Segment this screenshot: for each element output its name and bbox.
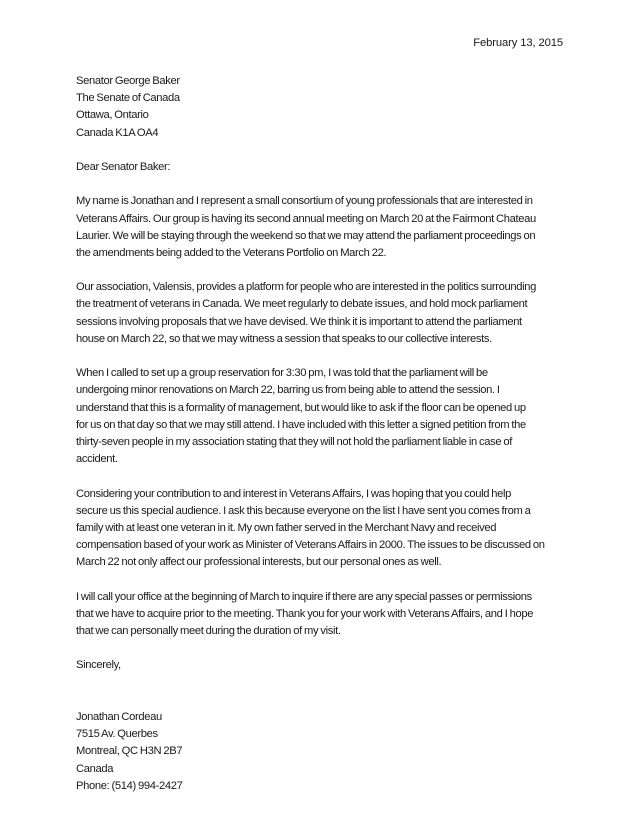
paragraph-line: the treatment of veterans in Canada. We meet regularly to debate issues, and hold mock parliament [76, 298, 528, 311]
paragraph-5 [76, 589, 570, 641]
paragraph-line: that we can personally meet during the duration of my visit. [76, 625, 341, 637]
paragraph-line: the amendments being added to the Veterans Portfolio on March 22. [76, 246, 387, 259]
paragraph-line: family with at least one veteran in it. My own father served in the Merchant Navy and received [76, 521, 497, 534]
sender-line: Phone: (514) 994-2427 [76, 779, 183, 792]
paragraph-line: March 22 not only affect our professional interests, but our personal ones as well. [76, 556, 442, 569]
recipient-line: Senator George Baker [76, 75, 180, 87]
paragraph-line: Veterans Affairs. Our group is having its second annual meeting on March 20 at the Fairmont Chateau [76, 212, 536, 225]
paragraph-line: I will call your office at the beginning of March to inquire if there are any special passes or permissions [76, 590, 532, 603]
paragraph-4 [76, 486, 570, 572]
recipient-line: The Senate of Canada [76, 92, 180, 105]
paragraph-1 [76, 193, 570, 262]
letter-body [76, 73, 570, 795]
recipient-line: Canada K1A OA4 [76, 126, 159, 139]
paragraph-line: Considering your contribution to and interest in Veterans Affairs, I was hoping that you could help [76, 487, 512, 500]
paragraph-line: Our association, Valensis, provides a platform for people who are interested in the politics surrounding [76, 281, 536, 294]
sender-address [76, 709, 570, 795]
paragraph-line: compensation based of your work as Minister of Veterans Affairs in 2000. The issues to be discussed on [76, 539, 545, 552]
paragraph-line: for us on that day so that we may still attend. I have included with this letter a signed petition from the [76, 418, 526, 431]
closing: Sincerely, [76, 659, 121, 672]
paragraph-line: thirty-seven people in my association stating that they will not hold the parliament liable in case of [76, 435, 513, 448]
paragraph-3 [76, 365, 570, 468]
paragraph-line: accident. [76, 453, 118, 466]
sender-line: Montreal, QC H3N 2B7 [76, 745, 183, 758]
recipient-address [76, 73, 570, 142]
paragraph-line: undergoing minor renovations on March 22, barring us from being able to attend the session. I [76, 384, 500, 397]
paragraph-line: understand that this is a formality of management, but would like to ask if the floor can be opened up [76, 401, 526, 414]
paragraph-line: My name is Jonathan and I represent a small consortium of young professionals that are interested in [76, 195, 533, 208]
recipient-line: Ottawa, Ontario [76, 109, 149, 122]
paragraph-line: that we have to acquire prior to the meeting. Thank you for your work with Veterans Affairs, and I hope [76, 607, 534, 620]
sender-line: 7515 Av. Querbes [76, 728, 158, 741]
letter-date: February 13, 2015 [473, 37, 563, 49]
paragraph-line: secure us this special audience. I ask this because everyone on the list I have sent you comes from a [76, 504, 531, 517]
paragraph-line: Laurier. We will be staying through the weekend so that we may attend the parliament proceedings on [76, 229, 536, 242]
sender-line: Jonathan Cordeau [76, 710, 162, 723]
paragraph-line: house on March 22, so that we may witness a session that speaks to our collective interests. [76, 332, 492, 345]
sender-line: Canada [76, 762, 114, 775]
paragraph-line: When I called to set up a group reservation for 3:30 pm, I was told that the parliament will be [76, 367, 488, 380]
paragraph-2 [76, 279, 570, 348]
paragraph-line: sessions involving proposals that we have devised. We think it is important to attend the parliament [76, 315, 522, 328]
salutation: Dear Senator Baker: [76, 160, 171, 173]
